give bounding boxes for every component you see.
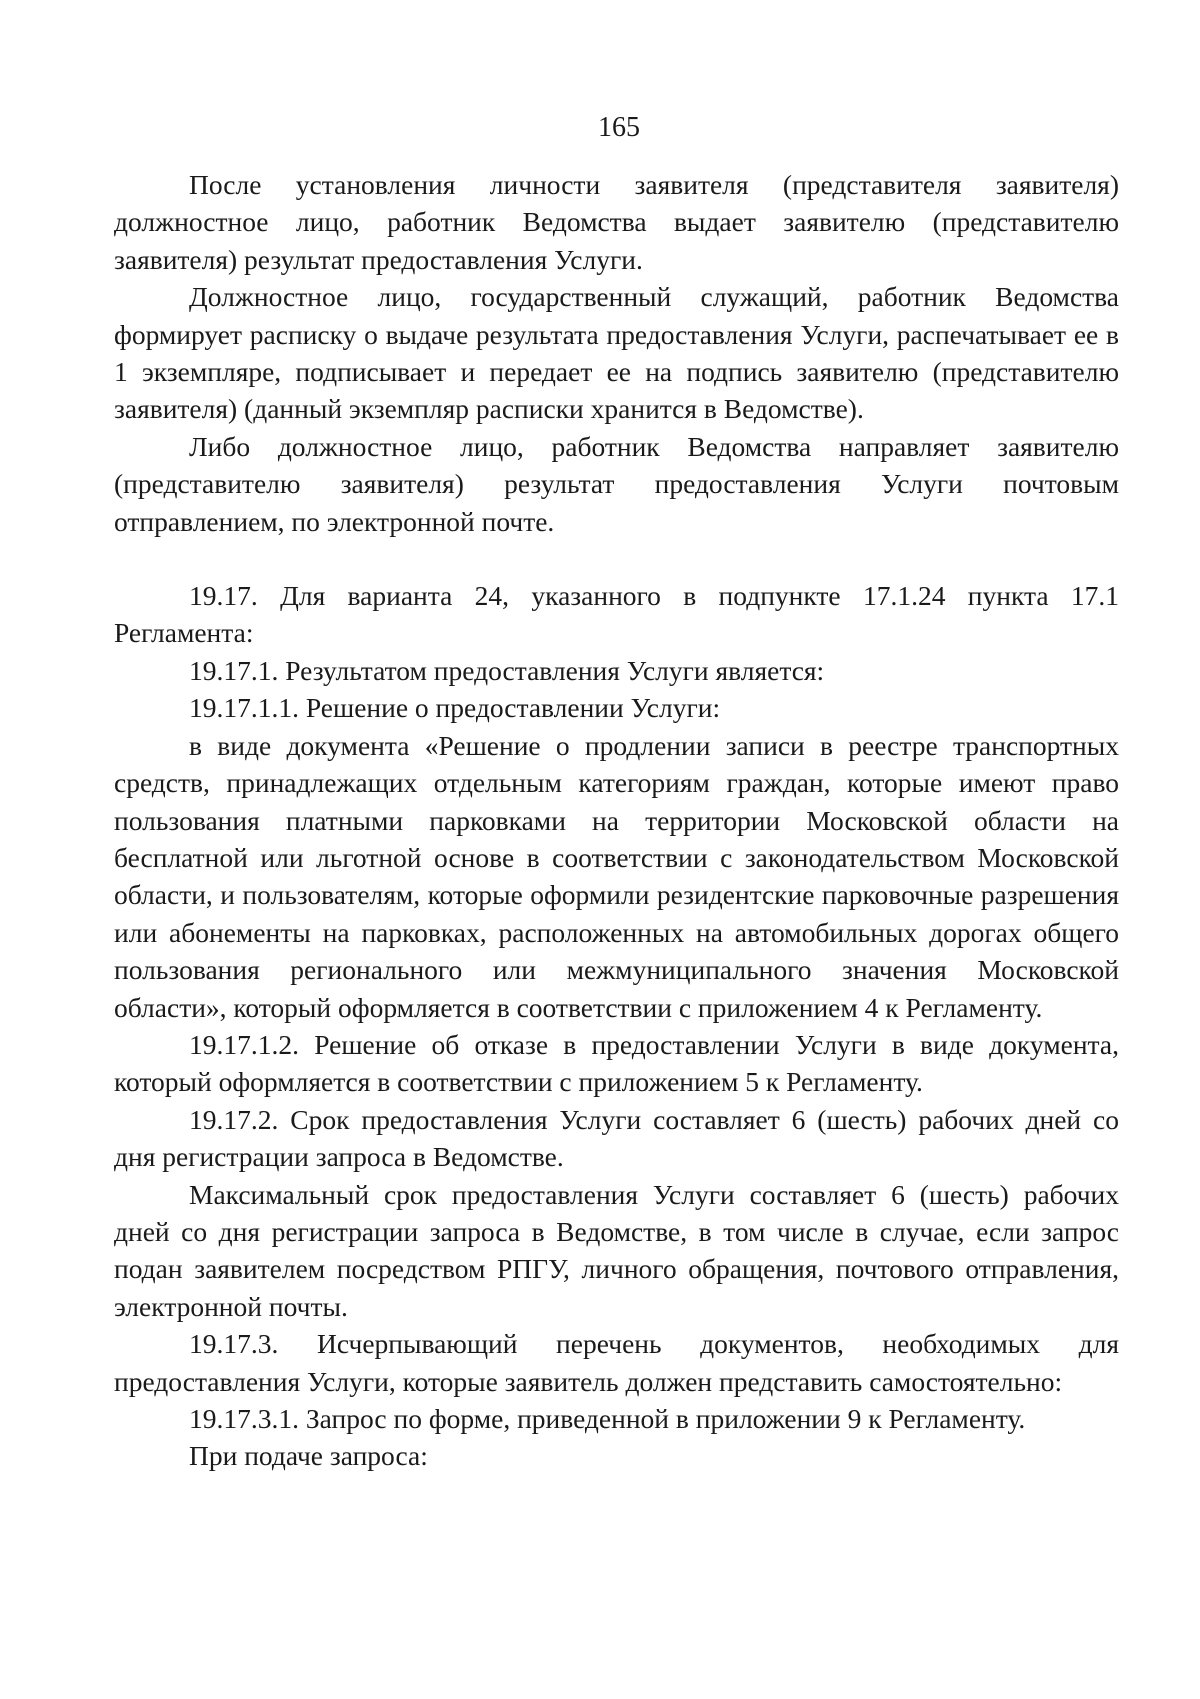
paragraph: в виде документа «Решение о продлении записи в реестре транспортных средств, принадлежащих отдельным категориям граждан, которые имеют право пользования платными парковками на территории Московской области на бесплатной или льготной основе в соответствии с законодательством Московской области, и пользователям, которые оформили резидентские парковочные разрешения или абонементы на парковках, расположенных на автомобильных дорогах общего пользования регионального или межмуниципального значения Московской области», который оформляется в соответствии с приложением 4 к Регламенту.	[114, 729, 1119, 1023]
paragraph: 19.17.3.1. Запрос по форме, приведенной в приложении 9 к Регламенту.	[189, 1403, 1026, 1434]
paragraph: Должностное лицо, государственный служащий, работник Ведомства формирует расписку о выдаче результата предоставления Услуги, распечатывает ее в 1 экземпляре, подписывает и передает ее на подпись заявителю (представителю заявителя) (данный экземпляр расписки хранится в Ведомстве).	[114, 281, 1119, 425]
paragraph: При подаче запроса:	[189, 1440, 428, 1472]
paragraph: Максимальный срок предоставления Услуги составляет 6 (шесть) рабочих дней со дня регистрации запроса в Ведомстве, в том числе в случае, если запрос подан заявителем посредством РПГУ, личного обращения, почтового отправления, электронной почты.	[114, 1178, 1119, 1322]
paragraph: Либо должностное лицо, работник Ведомства направляет заявителю (представителю заявителя) результат предоставления Услуги почтовым отправлением, по электронной почте.	[114, 430, 1119, 537]
document-body	[114, 166, 1119, 1475]
section-heading-19-17: 19.17. Для варианта 24, указанного в подпункте 17.1.24 пункта 17.1 Регламента:	[114, 580, 1119, 649]
paragraph: 19.17.1.2. Решение об отказе в предоставлении Услуги в виде документа, который оформляется в соответствии с приложением 5 к Регламенту.	[114, 1028, 1119, 1098]
paragraph: 19.17.1.1. Решение о предоставлении Услуги:	[189, 692, 721, 724]
paragraph: 19.17.2. Срок предоставления Услуги составляет 6 (шесть) рабочих дней со дня регистрации запроса в Ведомстве.	[114, 1103, 1119, 1173]
page-number: 165	[598, 112, 640, 143]
paragraph: 19.17.3. Исчерпывающий перечень документов, необходимых для предоставления Услуги, которые заявитель должен представить самостоятельно:	[114, 1328, 1119, 1397]
paragraph: После установления личности заявителя (представителя заявителя) должностное лицо, работник Ведомства выдает заявителю (представителю заявителя) результат предоставления Услуги.	[114, 169, 1119, 275]
paragraph: 19.17.1. Результатом предоставления Услуги является:	[189, 654, 825, 686]
